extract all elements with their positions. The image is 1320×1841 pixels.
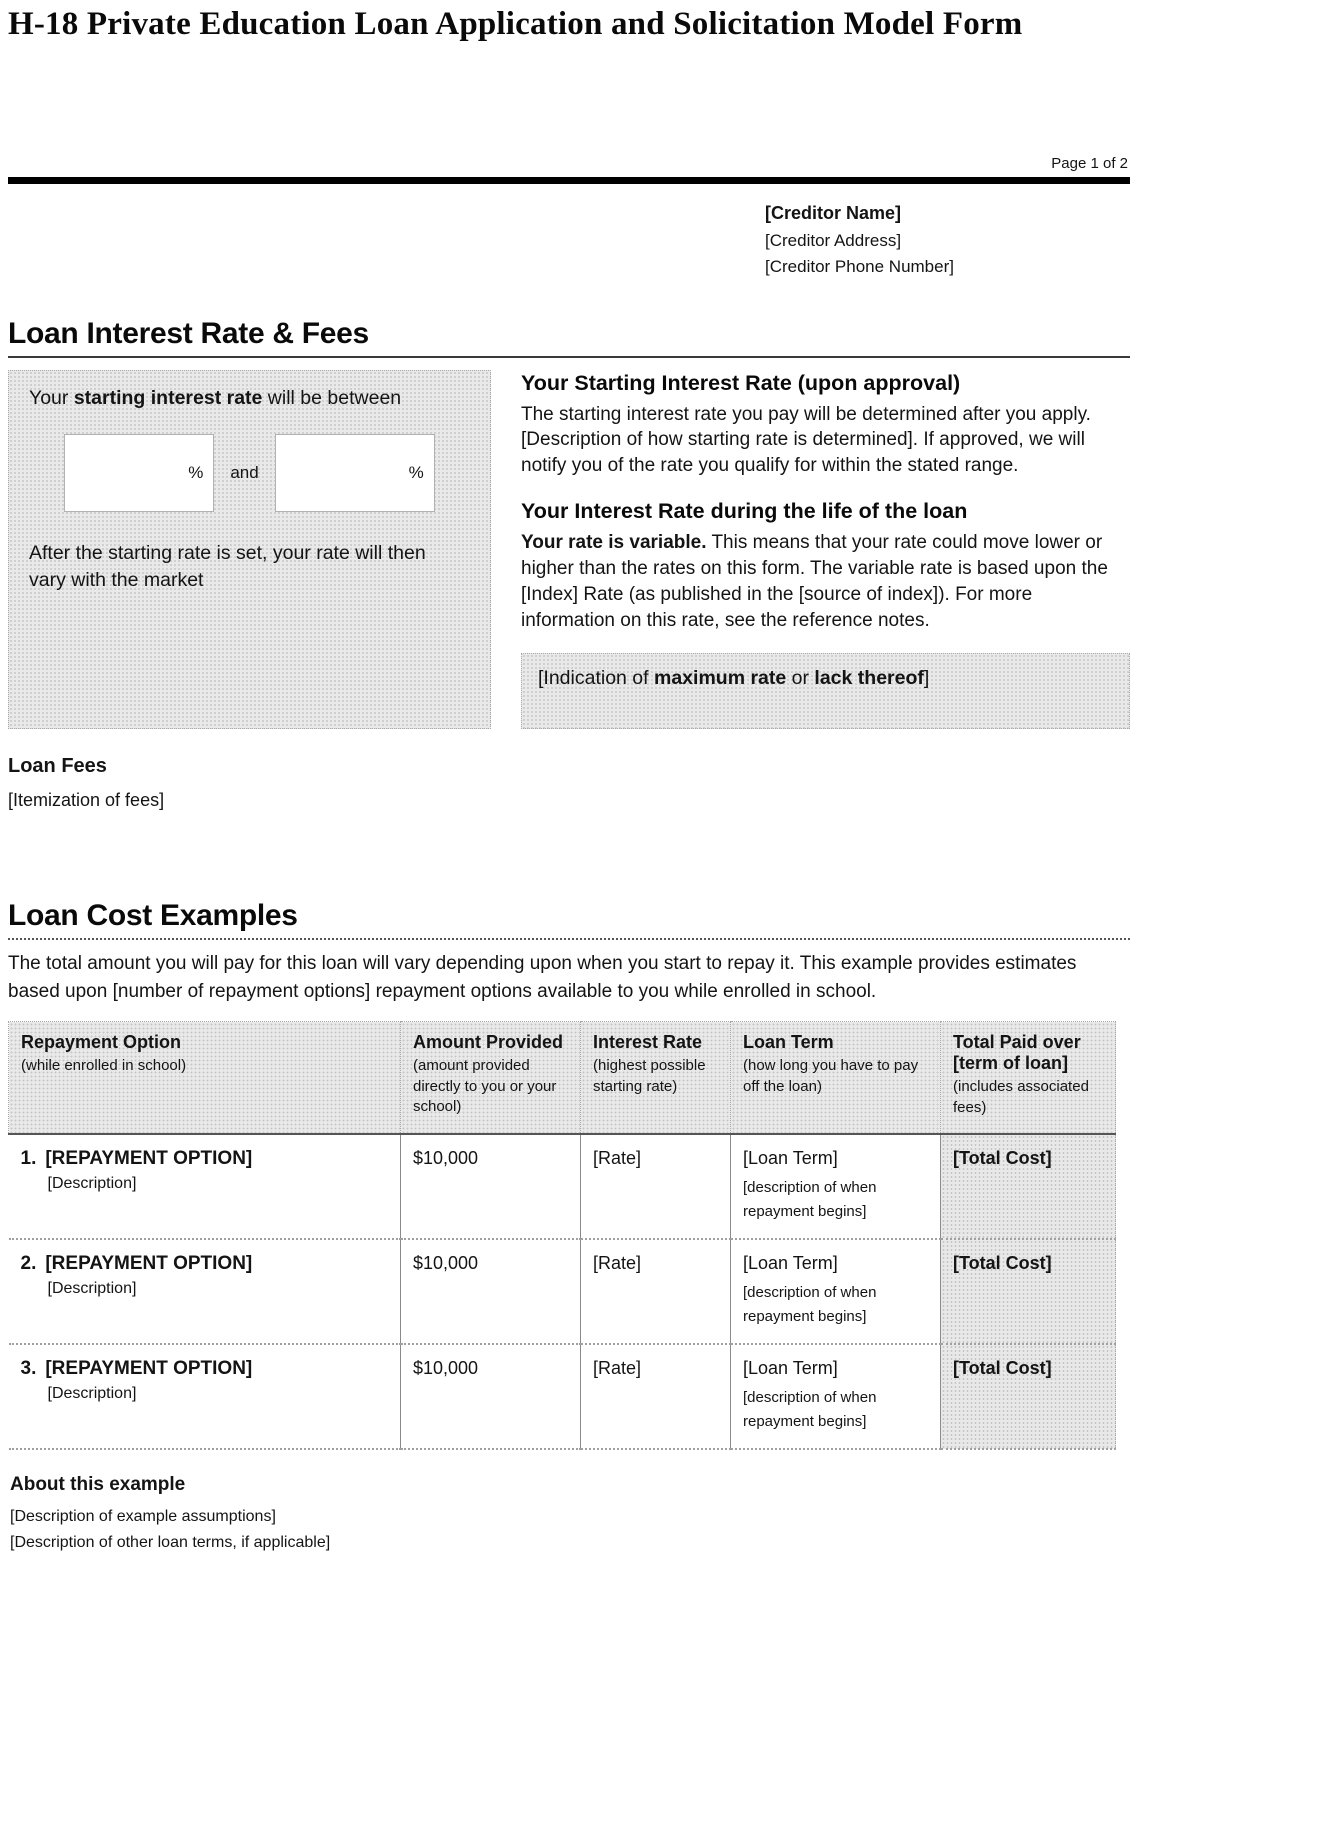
- loan-fees-body: [Itemization of fees]: [8, 790, 165, 811]
- creditor-address: [Creditor Address]: [765, 230, 902, 250]
- loan-fees-heading: Loan Fees: [8, 755, 107, 778]
- rate-cell: [Rate]: [581, 1134, 731, 1239]
- starting-rate-max-field: [275, 434, 435, 512]
- loan-term-cell: [Loan Term] [description of when repayment begins]: [731, 1344, 941, 1449]
- life-rate-heading: Your Interest Rate during the life of the loan: [521, 499, 968, 524]
- table-header-row: [9, 1022, 1116, 1134]
- percent-sign: %: [188, 462, 204, 482]
- loan-term-cell: [Loan Term] [description of when repayment begins]: [731, 1239, 941, 1344]
- about-example-line: [Description of example assumptions]: [10, 1507, 276, 1525]
- header-repayment-option: Repayment Option (while enrolled in school): [9, 1022, 401, 1134]
- rate-cell: [Rate]: [581, 1344, 731, 1449]
- cost-section-heading: Loan Cost Examples: [8, 899, 298, 933]
- creditor-phone: [Creditor Phone Number]: [765, 257, 954, 277]
- starting-rate-heading: Your Starting Interest Rate (upon approval): [521, 370, 961, 395]
- repayment-option-cell: 3. [REPAYMENT OPTION] [Description]: [9, 1344, 401, 1449]
- starting-rate-body: The starting interest rate you pay will be determined after you apply. [Description of how starting rate is determined]. If approved, we will notify you of the rate you qualify for within the stated range.: [521, 403, 1091, 477]
- interest-section-heading: Loan Interest Rate & Fees: [8, 316, 369, 350]
- table-row: [9, 1239, 1116, 1344]
- creditor-name: [Creditor Name]: [765, 203, 902, 223]
- header-loan-term: Loan Term (how long you have to pay off the loan): [731, 1022, 941, 1134]
- amount-cell: $10,000: [401, 1344, 581, 1449]
- rate-range-intro: Your starting interest rate will be between: [29, 386, 402, 409]
- max-rate-note: [Indication of maximum rate or lack thereof]: [521, 653, 1130, 729]
- about-example-heading: About this example: [10, 1473, 186, 1495]
- rate-range-fields: [29, 434, 470, 512]
- table-row: [9, 1344, 1116, 1449]
- rate-range-footer: After the starting rate is set, your rate will then vary with the market: [29, 541, 426, 591]
- amount-cell: $10,000: [401, 1134, 581, 1239]
- section-divider: [8, 938, 1130, 940]
- starting-rate-min-field: [64, 434, 214, 512]
- page-number: Page 1 of 2: [1051, 155, 1128, 172]
- rate-cell: [Rate]: [581, 1239, 731, 1344]
- repayment-option-cell: 1. [REPAYMENT OPTION] [Description]: [9, 1134, 401, 1239]
- amount-cell: $10,000: [401, 1239, 581, 1344]
- header-interest-rate: Interest Rate (highest possible starting rate): [581, 1022, 731, 1134]
- creditor-block: [765, 200, 1130, 281]
- about-example-line: [Description of other loan terms, if applicable]: [10, 1533, 331, 1551]
- interest-details-column: [521, 370, 1130, 730]
- header-total-paid: Total Paid over [term of loan] (includes associated fees): [941, 1022, 1116, 1134]
- starting-rate-range-box: [8, 370, 491, 730]
- header-amount-provided: Amount Provided (amount provided directly to you or your school): [401, 1022, 581, 1134]
- percent-sign: %: [408, 462, 424, 482]
- total-cost-cell: [Total Cost]: [941, 1134, 1116, 1239]
- cost-intro: The total amount you will pay for this loan will vary depending upon when you start to repay it. This example provides estimates based upon [number of repayment options] repayment options available to you while enrolled in school.: [8, 953, 1077, 1002]
- loan-term-cell: [Loan Term] [description of when repayment begins]: [731, 1134, 941, 1239]
- document-title: H-18 Private Education Loan Application and Solicitation Model Form: [8, 6, 1023, 42]
- table-row: [9, 1134, 1116, 1239]
- interest-columns: [8, 370, 1130, 730]
- total-cost-cell: [Total Cost]: [941, 1239, 1116, 1344]
- and-label: and: [230, 462, 259, 482]
- total-cost-cell: [Total Cost]: [941, 1344, 1116, 1449]
- header-divider: [8, 177, 1130, 184]
- repayment-option-cell: 2. [REPAYMENT OPTION] [Description]: [9, 1239, 401, 1344]
- repayment-options-table: [8, 1021, 1116, 1450]
- life-rate-body: Your rate is variable. This means that your rate could move lower or higher than the rates on this form. The variable rate is based upon the [Index] Rate (as published in the [source of index]). For more information on this rate, see the reference notes.: [521, 532, 1108, 631]
- section-divider: [8, 356, 1130, 358]
